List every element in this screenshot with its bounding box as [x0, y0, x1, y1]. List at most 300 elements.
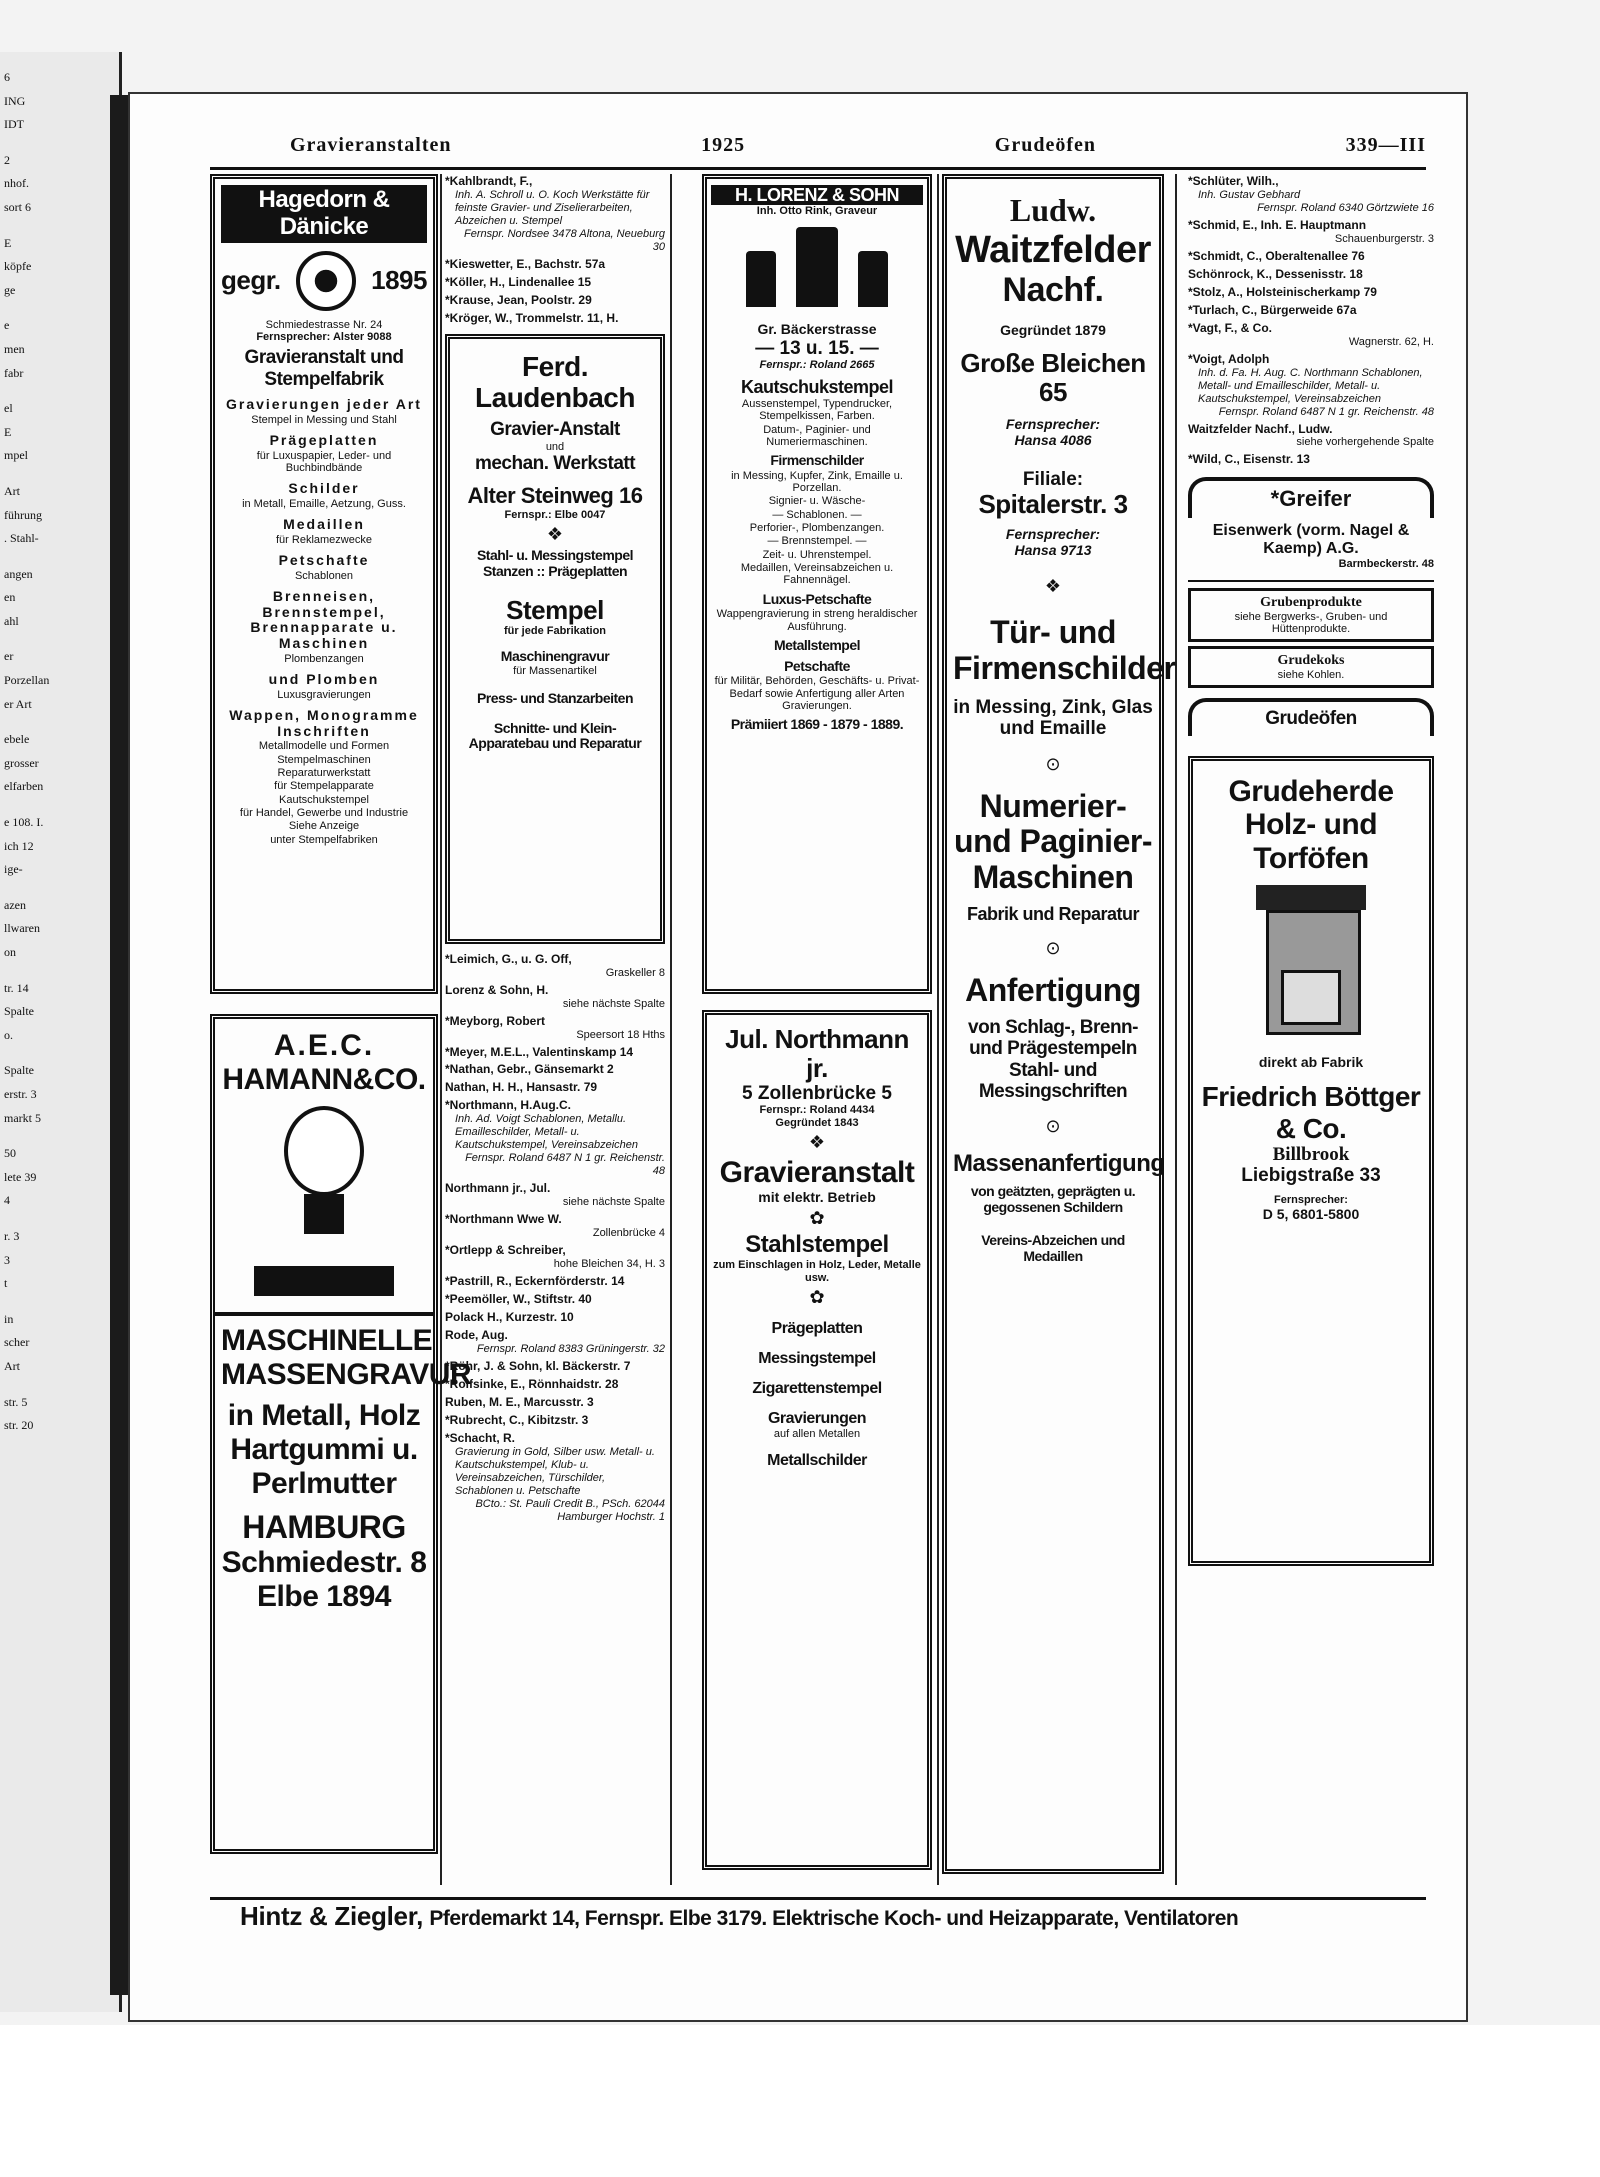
- entry-name: *Rolfsinke, E., Rönnhaidstr. 28: [445, 1376, 619, 1391]
- left-page-fragment: 6: [4, 70, 10, 84]
- header-rule: [210, 167, 1426, 170]
- column-3: [702, 174, 932, 1885]
- entry-extra: Fernspr. Roland 8383 Grüningerstr. 32: [476, 1342, 665, 1355]
- column-rule: [1175, 174, 1177, 1885]
- seal-press-icon: [858, 251, 888, 307]
- ad-waitzfelder-t8: von geätzten, geprägten u. gegossenen Schildern: [970, 1183, 1136, 1215]
- ad-lorenz-line: Perforier-, Plombenzangen.: [749, 522, 885, 535]
- ad-lorenz-no: — 13 u. 15. —: [755, 338, 879, 360]
- ad-hagedorn-line: Reparaturwerkstatt: [277, 767, 371, 780]
- stand-icon: [254, 1266, 394, 1296]
- ad-laudenbach-t3: mechan. Werkstatt: [474, 452, 636, 474]
- ad-northmann-gegr: Gegründet 1843: [775, 1116, 859, 1129]
- column-2: [445, 174, 665, 1885]
- ad-northmann-t3: zum Einschlagen in Holz, Leder, Metalle usw.: [713, 1259, 921, 1284]
- left-page-fragment: in: [4, 1311, 14, 1326]
- directory-page: [128, 92, 1468, 2022]
- ad-waitzfelder-addr: Große Bleichen 65: [960, 348, 1146, 408]
- entry-name: *Ortlepp & Schreiber,: [445, 1243, 566, 1258]
- ad-hamann-sub: in Metall, Holz Hartgummi u. Perlmutter: [227, 1399, 421, 1500]
- entry-name: *Stolz, A., Holsteinischerkamp 79: [1188, 284, 1377, 299]
- ad-northmann-items: [713, 1320, 921, 1470]
- ad-hagedorn-line: für Reklamezwecke: [276, 533, 372, 546]
- ad-hamann-title: MASCHINELLE MASSENGRAVUR: [221, 1324, 472, 1391]
- left-page-fragment: grosser: [4, 755, 39, 770]
- grubenprodukte-entry: [1188, 588, 1434, 642]
- section-grudeoefen: [1188, 698, 1434, 735]
- entry-name: Lorenz & Sohn, H.: [445, 982, 549, 997]
- left-page-fragment: IDT: [4, 117, 24, 132]
- left-page-fragment: nhof.: [4, 176, 29, 191]
- ad-laudenbach-l7: Schnitte- und Klein-Apparatebau und Reparatur: [468, 719, 642, 752]
- directory-entry: [445, 1310, 665, 1325]
- left-page-fragment: men: [4, 341, 25, 356]
- ad-hamann: [210, 1014, 472, 1854]
- left-page-fragment: el: [4, 401, 13, 416]
- left-page-fragment: E: [4, 424, 12, 439]
- ad-waitzfelder-t4: Fabrik und Reparatur: [966, 904, 1140, 925]
- ad-northmann-t2: Stahlstempel: [745, 1231, 889, 1259]
- header-right-label: Grudeöfen: [994, 134, 1096, 156]
- left-page-fragment: mpel: [4, 448, 28, 463]
- grudekoks-text: siehe Kohlen.: [1277, 669, 1345, 682]
- ad-boettger-phone: D 5, 6801-5800: [1262, 1205, 1360, 1222]
- left-page-fragment: sort 6: [4, 199, 31, 214]
- header-year: 1925: [701, 134, 746, 156]
- entry-name: *Meyborg, Robert: [445, 1013, 546, 1028]
- ad-hagedorn-line: Stempel in Messing und Stahl: [251, 413, 397, 426]
- ad-hagedorn-line: Medaillen: [283, 516, 365, 533]
- footer-company: Hintz & Ziegler,: [240, 1901, 424, 1931]
- ad-hamann-line1: A.E.C.: [273, 1029, 375, 1062]
- entry-name: *Rubrecht, C., Kibitzstr. 3: [445, 1412, 589, 1427]
- entry-name: Schönrock, K., Dessenisstr. 18: [1188, 266, 1363, 281]
- directory-entry: [1188, 452, 1434, 467]
- entry-text: Gravierung in Gold, Silber usw. Metall- u. Kautschukstempel, Klub- u. Vereinsabzeichen, Türschilder, Schablonen u. Petschafte: [455, 1445, 655, 1497]
- ad-hagedorn-line: Schablonen: [294, 569, 354, 582]
- entry-name: *Meyer, M.E.L., Valentinskamp 14: [445, 1044, 634, 1059]
- entry-name: *Schmid, E., Inh. E. Hauptmann: [1188, 217, 1367, 232]
- directory-entry: [445, 311, 665, 326]
- left-page-fragment: scher: [4, 1335, 30, 1350]
- entry-name: *Schlüter, Wilh.,: [1188, 174, 1279, 188]
- directory-entry: [445, 275, 665, 290]
- directory-entry: [445, 1328, 665, 1356]
- left-page-fragment: azen: [4, 897, 26, 912]
- ad-northmann-item: Messingstempel: [758, 1349, 876, 1367]
- ad-hagedorn-gegr: gegr.: [221, 265, 281, 296]
- ad-hagedorn-line: und Plomben: [268, 671, 380, 688]
- left-page-fragment: e 108. I.: [4, 815, 44, 830]
- directory-entry: [445, 952, 665, 980]
- entry-name: Waitzfelder Nachf., Ludw.: [1188, 421, 1333, 436]
- ad-lorenz-line: in Messing, Kupfer, Zink, Emaille u. Porzellan.: [731, 469, 903, 495]
- ad-hagedorn-line: Schilder: [288, 480, 360, 497]
- footer-text: Pferdemarkt 14, Fernspr. Elbe 3179. Elektrische Koch- und Heizapparate, Ventilatoren: [429, 1907, 1239, 1930]
- directory-entry: [445, 1413, 665, 1428]
- stamp-emblem-icon: [296, 251, 356, 311]
- entry-name: *Pastrill, R., Eckernförderstr. 14: [445, 1274, 625, 1289]
- directory-entry: [445, 1274, 665, 1289]
- entry-address: Schauenburgerstr. 3: [1334, 232, 1434, 245]
- directory-entry: [445, 1395, 665, 1410]
- footer-ad: [240, 1901, 1426, 1932]
- ad-waitzfelder-t1: Tür- und Firmenschilder: [953, 614, 1176, 687]
- entry-address: Wagnerstr. 62, H.: [1348, 335, 1434, 348]
- left-page-fragment: e: [4, 318, 10, 333]
- ad-northmann-addr: 5 Zollenbrücke 5: [742, 1083, 892, 1105]
- ad-laudenbach-l6: Press- und Stanzarbeiten: [476, 689, 634, 706]
- directory-entry: [445, 1062, 665, 1077]
- ad-laudenbach-big: Stempel: [506, 594, 604, 625]
- entry-name: Nathan, H. H., Hansastr. 79: [445, 1080, 598, 1095]
- ad-laudenbach-l3: für jede Fabrikation: [503, 624, 607, 637]
- diamond-ornament-icon: ❖: [1044, 576, 1062, 597]
- flower-ornament-icon: ✿: [809, 1286, 825, 1307]
- directory-entry: [1188, 422, 1434, 450]
- ad-hagedorn-line: Luxusgravierungen: [277, 688, 371, 701]
- ad-northmann: [702, 1010, 932, 1870]
- ad-hagedorn-year: 1895: [371, 265, 427, 296]
- entry-address: Speersort 18 Hths: [576, 1028, 665, 1041]
- left-page-fragment: köpfe: [4, 259, 32, 274]
- ad-hamann-phone: Elbe 1894: [257, 1579, 391, 1613]
- grudekoks-entry: [1188, 646, 1434, 688]
- ad-lorenz-line: Metallstempel: [773, 636, 861, 653]
- ad-waitzfelder-name3: Nachf.: [1002, 271, 1104, 310]
- entry-text: Inh. Gustav Gebhard: [1198, 188, 1301, 201]
- ad-hagedorn-title: Gravieranstalt und Stempelfabrik: [244, 347, 404, 390]
- entry-name: *Vagt, F., & Co.: [1188, 320, 1273, 335]
- ad-hagedorn-line: Wappen, Monogramme Inschriften: [229, 707, 419, 739]
- grubenprodukte-text: siehe Bergwerks-, Gruben- und Hüttenprodukte.: [1234, 610, 1388, 636]
- ad-greifer-addr: Barmbeckerstr. 48: [1338, 557, 1434, 570]
- hand-stamp-icon: [746, 251, 776, 307]
- ad-lorenz-street: Gr. Bäckerstrasse: [757, 321, 877, 338]
- left-page-fragment: str. 20: [4, 1418, 34, 1433]
- ad-boettger-direct: direkt ab Fabrik: [1258, 1054, 1364, 1071]
- ad-waitzfelder-t6: von Schlag-, Brenn- und Prägestempeln Stahl- und Messingschriften: [968, 1017, 1138, 1102]
- directory-entry: [445, 1359, 665, 1374]
- entry-address: siehe vorhergehende Spalte: [1296, 436, 1434, 449]
- left-page-fragment: elfarben: [4, 779, 44, 794]
- directory-entry: [445, 1098, 665, 1178]
- directory-entry: [445, 1045, 665, 1060]
- entry-text: Inh. A. Schroll u. O. Koch Werkstätte für feinste Gravier- und Ziselierarbeiten, Abzeichen u. Stempel: [455, 188, 650, 227]
- ad-laudenbach: [445, 334, 665, 944]
- ad-hamann-line2: HAMANN&CO.: [222, 1062, 426, 1096]
- directory-entry: [1188, 174, 1434, 215]
- directory-entry: [445, 1243, 665, 1271]
- left-page-fragment: erstr. 3: [4, 1086, 37, 1101]
- ad-laudenbach-l2: Stanzen :: Prägeplatten: [482, 562, 628, 579]
- ad-lorenz-line: Zeit- u. Uhrenstempel.: [762, 548, 872, 561]
- left-page-fragment: markt 5: [4, 1110, 41, 1125]
- ad-waitzfelder-t2: in Messing, Zink, Glas und Emaille: [953, 697, 1153, 740]
- directory-entry: [1188, 321, 1434, 349]
- ad-northmann-phone: Fernspr.: Roland 4434: [759, 1104, 875, 1117]
- entry-address: Graskeller 8: [605, 966, 665, 979]
- header-left: Gravieranstalten: [290, 134, 452, 156]
- entry-name: *Kieswetter, E., Bachstr. 57a: [445, 256, 606, 271]
- left-page-fragment: fabr: [4, 365, 24, 380]
- entry-name: *Röhr, J. & Sohn, kl. Bäckerstr. 7: [445, 1358, 631, 1373]
- left-page-fragment: ich 12: [4, 838, 34, 853]
- ad-laudenbach-t2: und: [545, 440, 565, 453]
- ad-lorenz-phone: Fernspr.: Roland 2665: [759, 359, 875, 372]
- directory-entry: [445, 1431, 665, 1524]
- col5-entries: [1188, 174, 1434, 467]
- ad-waitzfelder-t5: Anfertigung: [965, 972, 1141, 1009]
- ad-waitzfelder-filiale-phone: Hansa 9713: [1014, 541, 1092, 558]
- entry-name: Rode, Aug.: [445, 1327, 508, 1342]
- grubenprodukte-title: Grubenprodukte: [1260, 595, 1362, 611]
- entry-name: *Northmann Wwe W.: [445, 1212, 562, 1227]
- ad-lorenz-line: — Brennstempel. —: [767, 535, 867, 548]
- entry-name: *Turlach, C., Bürgerweide 67a: [1188, 302, 1357, 317]
- entry-name: *Köller, H., Lindenallee 15: [445, 274, 592, 289]
- left-page-fragment: lete 39: [4, 1169, 37, 1184]
- entry-name: *Schmidt, C., Oberaltenallee 76: [1188, 248, 1365, 263]
- column-4: [942, 174, 1176, 1885]
- page-header: [290, 134, 1426, 162]
- left-page-fragment: führung: [4, 507, 42, 522]
- ad-hagedorn-line: Metallmodelle und Formen: [258, 740, 390, 753]
- ad-lorenz-line: Datum-, Paginier- und Numeriermaschinen.: [763, 423, 871, 448]
- ad-hagedorn-line: Stempelmaschinen: [277, 753, 371, 766]
- directory-entry: [445, 1014, 665, 1042]
- entry-address: hohe Bleichen 34, H. 3: [553, 1258, 665, 1271]
- ad-hagedorn-lines: [221, 397, 427, 846]
- directory-entry: [1188, 303, 1434, 318]
- entry-text: Inh. d. Fa. H. Aug. C. Northmann Schablonen, Metall- und Emailleschilder, Metall- u. Kautschukstempel, Vereinsabzeichen: [1198, 366, 1423, 405]
- ad-waitzfelder-filiale-addr: Spitalerstr. 3: [978, 488, 1128, 519]
- left-page-fragment: angen: [4, 566, 33, 581]
- left-page-fragment: 2: [4, 152, 10, 167]
- entry-name: *Leimich, G., u. G. Off,: [445, 951, 572, 966]
- ad-hagedorn-line: Brenneisen, Brennstempel, Brennapparate u. Maschinen: [250, 588, 398, 652]
- ad-waitzfelder-t7: Massenanfertigung: [953, 1150, 1165, 1178]
- left-page-fragment: Spalte: [4, 1004, 34, 1019]
- ad-hagedorn-line: Plombenzangen: [284, 652, 364, 665]
- left-page-fragment: en: [4, 590, 16, 605]
- circle-ornament-icon: ⊙: [1045, 753, 1061, 774]
- directory-entry: [445, 257, 665, 272]
- entry-extra: Fernspr. Roland 6487 N 1 gr. Reichenstr. 48: [465, 1152, 665, 1178]
- directory-entry: [1188, 218, 1434, 246]
- ad-greifer: [1188, 477, 1434, 518]
- ad-waitzfelder-phone: Hansa 4086: [1014, 432, 1092, 449]
- left-page-fragment: . Stahl-: [4, 531, 39, 546]
- ad-boettger-name: Friedrich Böttger & Co.: [1201, 1081, 1421, 1144]
- diamond-ornament-icon: ❖: [546, 524, 564, 545]
- left-page-fragment: Art: [4, 1358, 20, 1373]
- left-page-fragment: o.: [4, 1027, 13, 1042]
- ad-lorenz-line: Prämiiert 1869 - 1879 - 1889.: [730, 716, 904, 733]
- ad-hagedorn-line: für Luxuspapier, Leder- und Buchbindbände: [256, 449, 392, 474]
- entry-name: *Wild, C., Eisenstr. 13: [1188, 452, 1310, 467]
- ad-boettger-addr: Liebigstraße 33: [1241, 1165, 1381, 1187]
- directory-entry: [445, 1377, 665, 1392]
- ad-waitzfelder-phone-label: Fernsprecher:: [1005, 416, 1101, 433]
- directory-entry: [445, 1080, 665, 1095]
- left-page-fragment: 50: [4, 1146, 16, 1161]
- directory-entry: [1188, 352, 1434, 419]
- ad-northmann-item: Gravierungen: [767, 1409, 867, 1427]
- page-number: 339—III: [1345, 134, 1426, 156]
- entry-extra: Fernspr. Roland 6487 N 1 gr. Reichenstr. 48: [1218, 405, 1434, 418]
- entry-extra: Fernspr. Roland 6340 Görtzwiete 16: [1257, 201, 1434, 214]
- ad-waitzfelder-gegr: Gegründet 1879: [1000, 322, 1106, 339]
- ad-waitzfelder-t9: Vereins-Abzeichen und Medaillen: [981, 1232, 1125, 1265]
- ad-boettger-place: Billbrook: [1272, 1143, 1350, 1165]
- ad-laudenbach-t1: Gravier-Anstalt: [490, 419, 620, 441]
- left-page-fragment: Art: [4, 483, 20, 498]
- entry-extra: Fernspr. Nordsee 3478 Altona, Neueburg 30: [464, 227, 665, 253]
- ad-hagedorn-name: Hagedorn & Dänicke: [221, 185, 427, 243]
- column-rule: [937, 174, 939, 1885]
- ad-laudenbach-l1: Stahl- u. Messingstempel: [476, 547, 634, 564]
- left-page-fragment: r. 3: [4, 1228, 20, 1243]
- ad-northmann-item: Metallschilder: [767, 1451, 867, 1469]
- ad-lorenz-line: — Schablonen. —: [772, 508, 862, 521]
- ad-hagedorn-line: Gravierungen jeder Art: [226, 395, 422, 412]
- left-page-fragment: 3: [4, 1252, 10, 1267]
- ad-northmann-big: Gravieranstalt: [719, 1156, 915, 1190]
- ad-northmann-item: Zigarettenstempel: [752, 1379, 882, 1397]
- ad-northmann-item: Prägeplatten: [771, 1319, 863, 1337]
- ad-laudenbach-l4: Maschinengravur: [500, 647, 610, 664]
- column-1: [210, 174, 472, 1885]
- left-page-fragment: ige-: [4, 862, 23, 877]
- ad-northmann-sub: mit elektr. Betrieb: [758, 1188, 876, 1205]
- ad-lorenz-line: Luxus-Petschafte: [762, 590, 872, 607]
- ad-lorenz-line: Medaillen, Vereinsabzeichen u. Fahnennägel.: [740, 561, 894, 587]
- left-page-fragment: ING: [4, 93, 26, 108]
- entry-name: *Schacht, R.: [445, 1430, 516, 1445]
- directory-entry: [445, 1212, 665, 1240]
- ad-laudenbach-addr: Alter Steinweg 16: [467, 483, 643, 509]
- entry-name: *Voigt, Adolph: [1188, 351, 1270, 366]
- entry-address: Zollenbrücke 4: [592, 1227, 665, 1240]
- directory-entry: [1188, 249, 1434, 264]
- ad-lorenz-line: Wappengravierung in streng heraldischer Ausführung.: [716, 608, 918, 633]
- ad-hagedorn-line: in Metall, Emaille, Aetzung, Guss.: [242, 497, 406, 510]
- left-page-fragment: 4: [4, 1193, 10, 1208]
- ad-waitzfelder-filiale: Filiale:: [1022, 468, 1084, 490]
- ad-laudenbach-phone: Fernspr.: Elbe 0047: [504, 508, 606, 521]
- ad-hagedorn-line: für Handel, Gewerbe und Industrie: [239, 807, 409, 820]
- ad-waitzfelder-name2: Waitzfelder: [955, 228, 1151, 271]
- ad-waitzfelder-name1: Ludw.: [1009, 192, 1097, 228]
- ad-laudenbach-l5: für Massenartikel: [513, 664, 597, 677]
- ad-waitzfelder: [942, 174, 1176, 1874]
- footer-rule: [210, 1897, 1426, 1900]
- ad-boettger-title: Grudeherde Holz- und Torföfen: [1228, 774, 1394, 875]
- left-page-fragment: [0, 52, 122, 2012]
- ad-lorenz-owner: Inh. Otto Rink, Graveur: [756, 205, 878, 218]
- ad-hamann-city: HAMBURG: [242, 1509, 406, 1546]
- entry-address: siehe nächste Spalte: [562, 997, 665, 1010]
- left-page-fragment: Porzellan: [4, 673, 50, 688]
- column-rule: [440, 174, 442, 1885]
- ad-lorenz-line: Firmenschilder: [770, 452, 864, 469]
- stamp-machine-icon: [796, 227, 838, 307]
- circle-ornament-icon: ⊙: [1045, 938, 1061, 959]
- ad-boettger: [1188, 756, 1434, 1566]
- left-page-fragment: ebele: [4, 732, 30, 747]
- directory-entry: [445, 174, 665, 254]
- entry-name: *Krause, Jean, Poolstr. 29: [445, 292, 592, 307]
- ad-waitzfelder-t3: Numerier- und Paginier-Maschinen: [954, 787, 1152, 896]
- column-5: [1188, 174, 1434, 1885]
- ad-hagedorn-line: Prägeplatten: [269, 431, 379, 448]
- flower-ornament-icon: ✿: [809, 1208, 825, 1229]
- left-page-fragment: t: [4, 1276, 8, 1291]
- directory-entry: [1188, 285, 1434, 300]
- entry-name: *Nathan, Gebr., Gänsemarkt 2: [445, 1062, 614, 1077]
- ad-hagedorn-line: Kautschukstempel: [279, 793, 369, 806]
- stove-illustration-icon: [1246, 885, 1376, 1045]
- entry-name: *Kröger, W., Trommelstr. 11, H.: [445, 310, 619, 325]
- left-page-fragment: er: [4, 649, 14, 664]
- ad-boettger-phone-label: Fernsprecher:: [1274, 1194, 1348, 1207]
- ad-hagedorn-address: Schmiedestrasse Nr. 24: [265, 318, 383, 331]
- entry-name: *Kahlbrandt, F.,: [445, 174, 533, 188]
- ad-lorenz-line: Signier- u. Wäsche-: [768, 495, 866, 508]
- ad-greifer-name: *Greifer: [1270, 486, 1352, 512]
- ad-lorenz-line: für Militär, Behörden, Geschäfts- u. Privat-Bedarf sowie Anfertigung aller Arten Gravierungen.: [714, 675, 920, 712]
- directory-entry: [1188, 267, 1434, 282]
- left-page-fragment: Spalte: [4, 1063, 34, 1078]
- left-page-fragment: str. 5: [4, 1394, 28, 1409]
- ad-hagedorn-line: unter Stempelfabriken: [270, 833, 378, 846]
- entry-name: *Peemöller, W., Stiftstr. 40: [445, 1292, 592, 1306]
- left-page-fragment: er Art: [4, 696, 32, 711]
- ad-hagedorn-phone: Fernsprecher: Alster 9088: [256, 331, 392, 344]
- ad-lorenz-name: H. LORENZ & SOHN: [711, 185, 923, 205]
- entry-extra: BCto.: St. Pauli Credit B., PSch. 62044 Hamburger Hochstr. 1: [475, 1497, 665, 1523]
- diamond-ornament-icon: ❖: [808, 1132, 826, 1153]
- directory-entry: [445, 293, 665, 308]
- circle-ornament-icon: ⊙: [1045, 1116, 1061, 1137]
- ad-laudenbach-name: Ferd. Laudenbach: [475, 350, 635, 414]
- directory-entry: [445, 1292, 665, 1307]
- left-page-fragment: tr. 14: [4, 980, 29, 995]
- ad-waitzfelder-filiale-phone-label: Fernsprecher:: [1005, 526, 1101, 543]
- column-rule: [670, 174, 672, 1885]
- section-title: Grudeöfen: [1265, 708, 1357, 730]
- ad-northmann-item: auf allen Metallen: [773, 1427, 861, 1440]
- col2-entries-top: [445, 174, 665, 326]
- ad-lorenz: [702, 174, 932, 994]
- left-page-fragment: ge: [4, 282, 16, 297]
- ad-lorenz-line: Aussenstempel, Typendrucker, Stempelkissen, Farben.: [741, 397, 893, 423]
- directory-entry: [445, 1181, 665, 1209]
- left-page-fragment: E: [4, 235, 12, 250]
- col2-entries-bottom: [445, 952, 665, 1524]
- ad-hagedorn: [210, 174, 438, 994]
- lightbulb-icon: [264, 1106, 384, 1256]
- entry-name: Northmann jr., Jul.: [445, 1181, 551, 1196]
- ad-lorenz-lines: [711, 377, 923, 733]
- ad-hagedorn-line: Siehe Anzeige: [288, 820, 360, 833]
- ad-greifer-text: Eisenwerk (vorm. Nagel & Kaemp) A.G.: [1212, 522, 1410, 557]
- entry-name: *Northmann, H.Aug.C.: [445, 1098, 571, 1113]
- left-page-fragment: llwaren: [4, 921, 40, 936]
- left-page-fragment: ahl: [4, 613, 19, 628]
- entry-text: Inh. Ad. Voigt Schablonen, Metallu. Emailleschilder, Metall- u. Kautschukstempel, Vereinsabzeichen: [455, 1113, 639, 1152]
